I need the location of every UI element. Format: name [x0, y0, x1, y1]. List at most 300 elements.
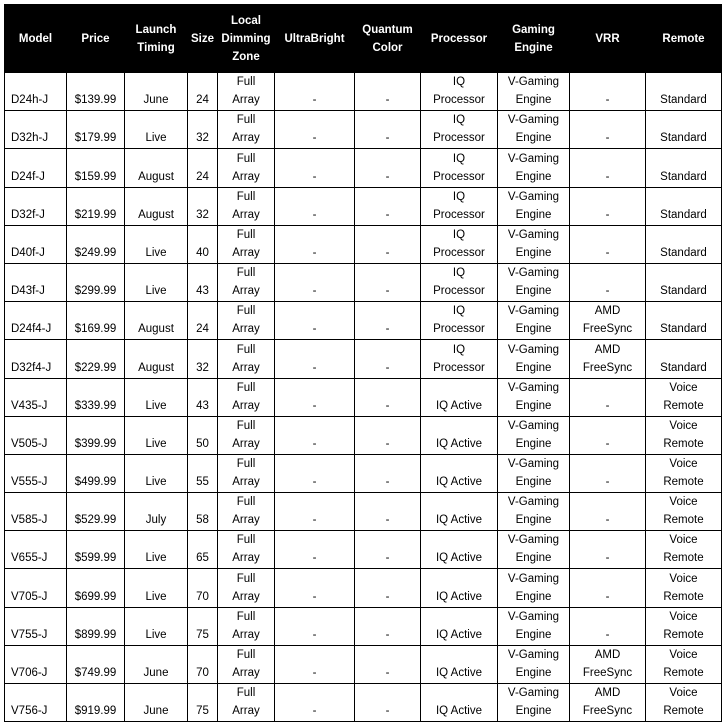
cell-launch-timing: July: [125, 493, 188, 531]
cell-remote: [646, 416, 722, 454]
cell-remote: [646, 454, 722, 492]
header-line: Quantum: [362, 23, 413, 36]
cell-model: V435-J: [5, 378, 67, 416]
cell-line: IQ Active: [435, 667, 483, 679]
table-row: [5, 302, 722, 340]
cell-quantum-color: -: [355, 340, 421, 378]
cell-price: $169.99: [67, 302, 125, 340]
cell-line: IQ: [452, 76, 466, 89]
cell-gaming-engine: [498, 111, 570, 149]
cell-launch-timing: Live: [125, 225, 188, 263]
cell-processor: [421, 454, 498, 492]
cell-line: Full: [236, 458, 256, 471]
cell-vrr: [570, 493, 646, 531]
cell-launch-timing: August: [125, 340, 188, 378]
table-row: [5, 684, 722, 722]
cell-price: $919.99: [67, 684, 125, 722]
cell-line: Full: [236, 649, 256, 661]
cell-line: V-Gaming: [507, 343, 560, 356]
cell-line: V-Gaming: [507, 572, 560, 585]
cell-gaming-engine: [498, 645, 570, 683]
cell-size: 55: [188, 454, 218, 492]
header-processor: [421, 5, 498, 73]
cell-model: V585-J: [5, 493, 67, 531]
header-line: Processor: [430, 32, 488, 45]
cell-ultrabright: -: [275, 645, 355, 683]
cell-line: Voice: [669, 534, 698, 547]
cell-launch-timing: August: [125, 187, 188, 225]
cell-line: -: [605, 628, 610, 641]
cell-line: Array: [232, 476, 260, 489]
cell-ultrabright: -: [275, 73, 355, 111]
cell-processor: [421, 187, 498, 225]
cell-quantum-color: -: [355, 263, 421, 301]
cell-line: Voice: [669, 687, 698, 700]
header-line: Model: [18, 32, 53, 45]
cell-line: IQ: [452, 228, 466, 241]
cell-price: $249.99: [67, 225, 125, 263]
header-quantum-color: [355, 5, 421, 73]
cell-line: Engine: [515, 323, 552, 336]
cell-line: V-Gaming: [507, 649, 560, 661]
cell-line: Standard: [660, 285, 707, 298]
table-row: [5, 111, 722, 149]
cell-processor: [421, 149, 498, 187]
header-launch-timing: [125, 5, 188, 73]
cell-line: Standard: [660, 246, 707, 259]
cell-line: Array: [232, 667, 260, 679]
cell-local-dimming-zone: [218, 493, 275, 531]
header-price: [67, 5, 125, 73]
cell-local-dimming-zone: [218, 454, 275, 492]
cell-quantum-color: -: [355, 454, 421, 492]
cell-line: Engine: [515, 667, 552, 679]
cell-ultrabright: -: [275, 340, 355, 378]
cell-quantum-color: -: [355, 416, 421, 454]
cell-local-dimming-zone: [218, 340, 275, 378]
cell-line: Processor: [433, 94, 485, 107]
cell-local-dimming-zone: [218, 73, 275, 111]
cell-local-dimming-zone: [218, 607, 275, 645]
cell-line: Voice: [669, 381, 698, 394]
cell-line: Engine: [515, 476, 552, 489]
cell-line: Engine: [515, 361, 552, 374]
cell-vrr: [570, 531, 646, 569]
cell-launch-timing: Live: [125, 454, 188, 492]
table-row: [5, 340, 722, 378]
cell-size: 50: [188, 416, 218, 454]
cell-quantum-color: -: [355, 149, 421, 187]
cell-local-dimming-zone: [218, 531, 275, 569]
cell-line: Voice: [669, 572, 698, 585]
cell-size: 58: [188, 493, 218, 531]
cell-line: Full: [236, 190, 256, 203]
cell-gaming-engine: [498, 493, 570, 531]
cell-vrr: [570, 149, 646, 187]
cell-remote: [646, 340, 722, 378]
cell-ultrabright: -: [275, 111, 355, 149]
cell-launch-timing: Live: [125, 378, 188, 416]
cell-remote: [646, 645, 722, 683]
header-line: Gaming: [512, 23, 555, 36]
cell-launch-timing: Live: [125, 531, 188, 569]
cell-line: IQ Active: [435, 705, 483, 718]
cell-line: Engine: [515, 132, 552, 145]
cell-processor: [421, 416, 498, 454]
cell-gaming-engine: [498, 531, 570, 569]
cell-line: IQ: [452, 114, 466, 127]
cell-line: Array: [232, 208, 260, 221]
table-row: [5, 263, 722, 301]
table-row: [5, 416, 722, 454]
cell-quantum-color: -: [355, 302, 421, 340]
cell-line: V-Gaming: [507, 190, 560, 203]
cell-line: Remote: [663, 628, 704, 641]
cell-processor: [421, 263, 498, 301]
cell-model: D40f-J: [5, 225, 67, 263]
cell-line: Remote: [663, 514, 704, 527]
cell-price: $499.99: [67, 454, 125, 492]
cell-line: AMD: [594, 305, 621, 318]
cell-line: Engine: [515, 705, 552, 718]
cell-remote: [646, 73, 722, 111]
cell-line: Full: [236, 152, 256, 165]
cell-gaming-engine: [498, 684, 570, 722]
cell-line: IQ: [452, 267, 466, 280]
header-line: Timing: [137, 41, 175, 54]
header-local-dimming-zone: [218, 5, 275, 73]
header-row: [5, 5, 722, 73]
cell-line: AMD: [594, 649, 621, 661]
cell-model: D24f4-J: [5, 302, 67, 340]
cell-line: FreeSync: [582, 705, 633, 718]
cell-line: Array: [232, 514, 260, 527]
cell-line: IQ Active: [435, 476, 483, 489]
cell-line: Full: [236, 687, 256, 700]
cell-gaming-engine: [498, 225, 570, 263]
cell-line: Processor: [433, 132, 485, 145]
cell-line: Full: [236, 267, 256, 280]
cell-quantum-color: -: [355, 645, 421, 683]
cell-local-dimming-zone: [218, 149, 275, 187]
cell-line: IQ: [452, 343, 466, 356]
cell-line: Full: [236, 419, 256, 432]
cell-line: Engine: [515, 246, 552, 259]
cell-line: Voice: [669, 610, 698, 623]
cell-remote: [646, 493, 722, 531]
cell-gaming-engine: [498, 302, 570, 340]
cell-vrr: [570, 607, 646, 645]
cell-model: D24f-J: [5, 149, 67, 187]
cell-quantum-color: -: [355, 225, 421, 263]
header-vrr: [570, 5, 646, 73]
cell-processor: [421, 73, 498, 111]
cell-price: $899.99: [67, 607, 125, 645]
cell-line: V-Gaming: [507, 152, 560, 165]
cell-line: Remote: [663, 590, 704, 603]
cell-vrr: [570, 225, 646, 263]
cell-line: FreeSync: [582, 323, 633, 336]
cell-line: Full: [236, 228, 256, 241]
cell-local-dimming-zone: [218, 378, 275, 416]
cell-line: Array: [232, 170, 260, 183]
cell-local-dimming-zone: [218, 263, 275, 301]
cell-model: V705-J: [5, 569, 67, 607]
cell-quantum-color: -: [355, 493, 421, 531]
cell-size: 70: [188, 569, 218, 607]
cell-gaming-engine: [498, 454, 570, 492]
cell-model: D32f-J: [5, 187, 67, 225]
cell-model: V655-J: [5, 531, 67, 569]
cell-launch-timing: June: [125, 73, 188, 111]
cell-local-dimming-zone: [218, 569, 275, 607]
cell-vrr: [570, 73, 646, 111]
cell-processor: [421, 378, 498, 416]
cell-line: IQ: [452, 152, 466, 165]
cell-line: V-Gaming: [507, 381, 560, 394]
cell-size: 32: [188, 111, 218, 149]
cell-line: Standard: [660, 132, 707, 145]
cell-quantum-color: -: [355, 187, 421, 225]
cell-line: -: [605, 437, 610, 450]
cell-processor: [421, 340, 498, 378]
header-line: VRR: [595, 32, 620, 45]
cell-line: Remote: [663, 552, 704, 565]
cell-ultrabright: -: [275, 302, 355, 340]
cell-line: Full: [236, 572, 256, 585]
cell-ultrabright: -: [275, 378, 355, 416]
cell-line: Standard: [660, 208, 707, 221]
cell-line: IQ Active: [435, 628, 483, 641]
cell-size: 24: [188, 73, 218, 111]
cell-line: Standard: [660, 94, 707, 107]
cell-line: Remote: [663, 705, 704, 718]
table-row: [5, 454, 722, 492]
cell-vrr: [570, 378, 646, 416]
cell-gaming-engine: [498, 263, 570, 301]
cell-launch-timing: Live: [125, 607, 188, 645]
cell-line: Processor: [433, 323, 485, 336]
cell-ultrabright: -: [275, 187, 355, 225]
cell-gaming-engine: [498, 416, 570, 454]
cell-size: 32: [188, 340, 218, 378]
cell-quantum-color: -: [355, 378, 421, 416]
cell-vrr: [570, 263, 646, 301]
table-row: [5, 378, 722, 416]
cell-gaming-engine: [498, 149, 570, 187]
cell-price: $219.99: [67, 187, 125, 225]
cell-vrr: [570, 645, 646, 683]
cell-gaming-engine: [498, 378, 570, 416]
cell-line: -: [605, 514, 610, 527]
cell-line: V-Gaming: [507, 534, 560, 547]
cell-size: 70: [188, 645, 218, 683]
cell-model: V756-J: [5, 684, 67, 722]
header-model: [5, 5, 67, 73]
cell-launch-timing: Live: [125, 416, 188, 454]
cell-price: $139.99: [67, 73, 125, 111]
cell-launch-timing: June: [125, 645, 188, 683]
header-line: Engine: [514, 41, 553, 54]
cell-line: Remote: [663, 437, 704, 450]
table-row: [5, 569, 722, 607]
cell-remote: [646, 607, 722, 645]
cell-size: 75: [188, 607, 218, 645]
cell-line: Full: [236, 114, 256, 127]
cell-line: Engine: [515, 628, 552, 641]
cell-line: Processor: [433, 170, 485, 183]
cell-line: Engine: [515, 552, 552, 565]
cell-line: V-Gaming: [507, 610, 560, 623]
cell-price: $599.99: [67, 531, 125, 569]
header-line: Launch: [135, 23, 177, 36]
cell-line: Remote: [663, 667, 704, 679]
cell-line: Engine: [515, 437, 552, 450]
cell-line: Standard: [660, 323, 707, 336]
cell-line: IQ: [452, 190, 466, 203]
cell-quantum-color: -: [355, 684, 421, 722]
cell-line: Standard: [660, 170, 707, 183]
cell-remote: [646, 684, 722, 722]
cell-vrr: [570, 302, 646, 340]
cell-model: V755-J: [5, 607, 67, 645]
cell-vrr: [570, 454, 646, 492]
cell-quantum-color: -: [355, 531, 421, 569]
cell-quantum-color: -: [355, 607, 421, 645]
cell-remote: [646, 263, 722, 301]
header-line: Dimming: [221, 32, 271, 45]
cell-ultrabright: -: [275, 454, 355, 492]
cell-processor: [421, 531, 498, 569]
cell-quantum-color: -: [355, 111, 421, 149]
cell-line: Remote: [663, 399, 704, 412]
header-line: Remote: [662, 32, 705, 45]
cell-line: Voice: [669, 649, 698, 661]
cell-line: IQ Active: [435, 437, 483, 450]
cell-line: IQ: [452, 305, 466, 318]
cell-line: -: [605, 132, 610, 145]
cell-remote: [646, 569, 722, 607]
cell-line: -: [605, 208, 610, 221]
cell-line: V-Gaming: [507, 114, 560, 127]
cell-processor: [421, 645, 498, 683]
cell-local-dimming-zone: [218, 645, 275, 683]
cell-line: -: [605, 476, 610, 489]
cell-line: Engine: [515, 590, 552, 603]
table-row: [5, 493, 722, 531]
cell-remote: [646, 111, 722, 149]
cell-model: V706-J: [5, 645, 67, 683]
cell-size: 43: [188, 378, 218, 416]
cell-line: FreeSync: [582, 667, 633, 679]
cell-vrr: [570, 569, 646, 607]
cell-line: Engine: [515, 170, 552, 183]
cell-ultrabright: -: [275, 569, 355, 607]
cell-remote: [646, 225, 722, 263]
cell-line: V-Gaming: [507, 419, 560, 432]
cell-line: Engine: [515, 514, 552, 527]
cell-remote: [646, 149, 722, 187]
cell-line: Array: [232, 246, 260, 259]
cell-line: Processor: [433, 361, 485, 374]
header-line: Local: [230, 14, 262, 27]
table-header: [5, 5, 722, 73]
cell-launch-timing: Live: [125, 569, 188, 607]
table-body: [5, 73, 722, 722]
cell-price: $229.99: [67, 340, 125, 378]
cell-gaming-engine: [498, 187, 570, 225]
cell-processor: [421, 111, 498, 149]
cell-line: Full: [236, 610, 256, 623]
cell-vrr: [570, 340, 646, 378]
header-gaming-engine: [498, 5, 570, 73]
header-line: Zone: [232, 50, 260, 63]
cell-ultrabright: -: [275, 493, 355, 531]
cell-line: Processor: [433, 246, 485, 259]
table-row: [5, 187, 722, 225]
cell-line: Engine: [515, 208, 552, 221]
cell-ultrabright: -: [275, 149, 355, 187]
cell-price: $339.99: [67, 378, 125, 416]
header-line: Price: [81, 32, 110, 45]
cell-gaming-engine: [498, 569, 570, 607]
cell-size: 65: [188, 531, 218, 569]
table-row: [5, 607, 722, 645]
cell-vrr: [570, 187, 646, 225]
cell-line: Array: [232, 132, 260, 145]
cell-price: $399.99: [67, 416, 125, 454]
cell-line: -: [605, 399, 610, 412]
cell-local-dimming-zone: [218, 416, 275, 454]
cell-line: Full: [236, 343, 256, 356]
cell-remote: [646, 378, 722, 416]
cell-price: $299.99: [67, 263, 125, 301]
cell-line: -: [605, 246, 610, 259]
cell-launch-timing: August: [125, 302, 188, 340]
cell-processor: [421, 493, 498, 531]
cell-line: V-Gaming: [507, 76, 560, 89]
cell-line: Voice: [669, 419, 698, 432]
header-size: [188, 5, 218, 73]
cell-line: IQ Active: [435, 399, 483, 412]
cell-line: Array: [232, 285, 260, 298]
cell-line: Engine: [515, 285, 552, 298]
cell-line: V-Gaming: [507, 267, 560, 280]
cell-line: Full: [236, 76, 256, 89]
cell-launch-timing: Live: [125, 263, 188, 301]
cell-line: Voice: [669, 496, 698, 509]
cell-size: 24: [188, 302, 218, 340]
cell-line: -: [605, 552, 610, 565]
cell-line: Array: [232, 590, 260, 603]
cell-launch-timing: Live: [125, 111, 188, 149]
cell-model: D32h-J: [5, 111, 67, 149]
cell-line: Full: [236, 496, 256, 509]
cell-line: Engine: [515, 94, 552, 107]
table-row: [5, 225, 722, 263]
cell-local-dimming-zone: [218, 187, 275, 225]
cell-size: 75: [188, 684, 218, 722]
cell-remote: [646, 187, 722, 225]
cell-price: $749.99: [67, 645, 125, 683]
cell-size: 32: [188, 187, 218, 225]
cell-model: V505-J: [5, 416, 67, 454]
cell-line: Remote: [663, 476, 704, 489]
cell-line: AMD: [594, 687, 621, 700]
cell-local-dimming-zone: [218, 111, 275, 149]
header-line: Color: [372, 41, 403, 54]
cell-line: FreeSync: [582, 361, 633, 374]
